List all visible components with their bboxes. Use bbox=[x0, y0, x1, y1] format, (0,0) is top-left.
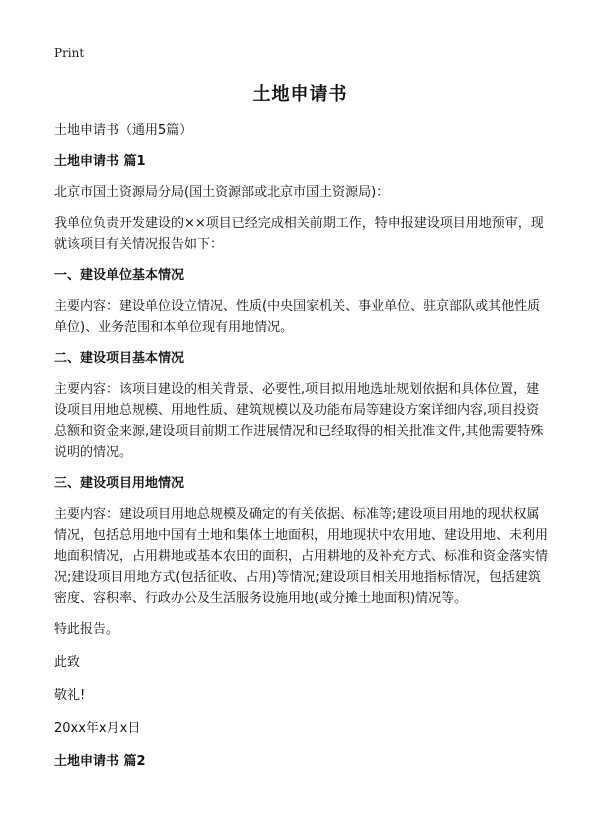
article2-heading: 土地申请书 篇2 bbox=[54, 754, 146, 769]
section2-body: 主要内容：该项目建设的相关背景、必要性,项目拟用地选址规划依据和具体位置，建设项目用地总规模、用地性质、建筑规模以及功能布局等建设方案详细内容,项目投资总额和资金来源,建设项目前期工作进展情况和已经取得的相关批准文件,其他需要特殊说明的情况。 bbox=[54, 382, 544, 460]
subtitle: 土地申请书（通用5篇） bbox=[54, 123, 193, 138]
article1-heading: 土地申请书 篇1 bbox=[54, 154, 146, 169]
document-body bbox=[54, 120, 550, 782]
page-title: 土地申请书 bbox=[252, 84, 348, 105]
section1-body: 主要内容：建设单位设立情况、性质(中央国家机关、事业单位、驻京部队或其他性质单位)、业务范围和本单位现有用地情况。 bbox=[54, 299, 541, 335]
addressee: 北京市国土资源局分局(国土资源部或北京市国土资源局)： bbox=[54, 185, 390, 200]
section2-heading: 二、建设项目基本情况 bbox=[54, 351, 185, 366]
print-label: Print bbox=[54, 46, 85, 60]
date-line: 20xx年x月x日 bbox=[54, 721, 141, 736]
section3-body: 主要内容：建设项目用地总规模及确定的有关依据、标准等;建设项目用地的现状权属情况，包括总用地中国有土地和集体土地面积，用地现状中农用地、建设用地、未利用地面积情况，占用耕地或基本农田的面积，占用耕地的及补充方式、标准和资金落实情况;建设项目用地方式(包括征收、占用)等情况;建设项目相关用地指标情况，包括建筑密度、容积率、行政办公及生活服务设施用地(或分摊土地面积)情况等。 bbox=[54, 507, 549, 606]
closing-line: 特此报告。 bbox=[54, 622, 120, 637]
section1-heading: 一、建设单位基本情况 bbox=[54, 268, 185, 283]
section3-heading: 三、建设项目用地情况 bbox=[54, 476, 185, 491]
salutation-2: 敬礼! bbox=[54, 688, 86, 703]
salutation-1: 此致 bbox=[54, 655, 81, 670]
intro-paragraph: 我单位负责开发建设的××项目已经完成相关前期工作，特申报建设项目用地预审，现就该项目有关情况报告如下： bbox=[54, 216, 544, 252]
